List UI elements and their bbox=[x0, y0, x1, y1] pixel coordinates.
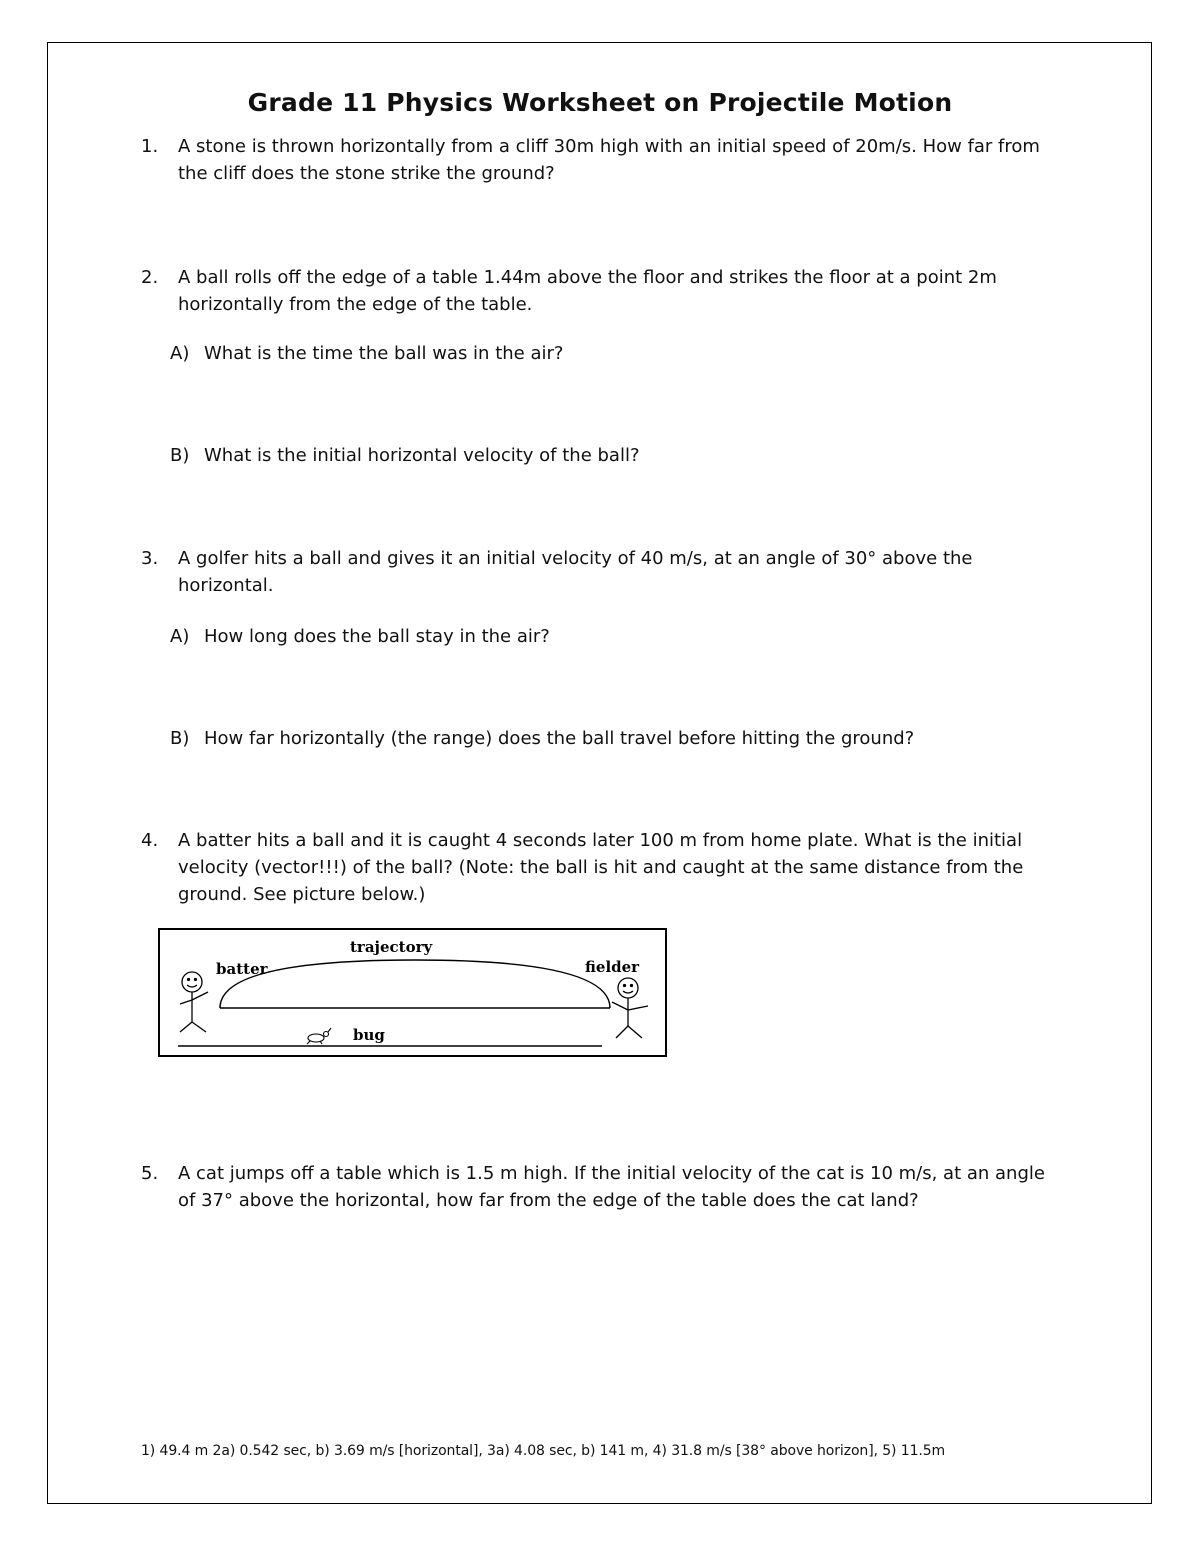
question-3-part-b-text: How far horizontally (the range) does the ball travel before hitting the ground? bbox=[204, 728, 915, 749]
question-2-part-b bbox=[170, 445, 640, 466]
bug-icon bbox=[307, 1028, 331, 1044]
question-2-number: 2. bbox=[141, 267, 159, 288]
question-3-part-b-letter: B) bbox=[170, 728, 190, 749]
projectile-diagram bbox=[158, 928, 667, 1057]
worksheet-title: Grade 11 Physics Worksheet on Projectile Motion bbox=[247, 88, 953, 117]
question-4-text: A batter hits a ball and it is caught 4 seconds later 100 m from home plate. What is the initial velocity (vector!!!) of the ball? (Note: the ball is hit and caught at the same distance from the ground. See picture below.) bbox=[178, 830, 1024, 905]
trajectory-label: trajectory bbox=[350, 938, 433, 956]
fielder-figure bbox=[612, 978, 648, 1038]
batter-label: batter bbox=[216, 960, 268, 978]
bug-label: bug bbox=[353, 1026, 385, 1044]
question-3-part-a-text: How long does the ball stay in the air? bbox=[204, 626, 550, 647]
question-2-part-b-letter: B) bbox=[170, 445, 190, 466]
question-5-number: 5. bbox=[141, 1163, 159, 1184]
question-2-part-a-text: What is the time the ball was in the air? bbox=[204, 343, 564, 364]
question-4-number: 4. bbox=[141, 830, 159, 851]
question-1-text: A stone is thrown horizontally from a cliff 30m high with an initial speed of 20m/s. How far from the cliff does the stone strike the ground? bbox=[178, 136, 1040, 184]
answer-key: 1) 49.4 m 2a) 0.542 sec, b) 3.69 m/s [horizontal], 3a) 4.08 sec, b) 141 m, 4) 31.8 m/s [38° above horizon], 5) 11.5m bbox=[141, 1443, 946, 1459]
question-2-text: A ball rolls off the edge of a table 1.44m above the floor and strikes the floor at a point 2m horizontally from the edge of the table. bbox=[178, 267, 997, 315]
question-5-text: A cat jumps off a table which is 1.5 m high. If the initial velocity of the cat is 10 m/s, at an angle of 37° above the horizontal, how far from the edge of the table does the cat land? bbox=[178, 1163, 1045, 1211]
batter-figure bbox=[180, 972, 208, 1032]
question-3-text: A golfer hits a ball and gives it an initial velocity of 40 m/s, at an angle of 30° above the horizontal. bbox=[178, 548, 973, 596]
projectile-diagram-svg bbox=[160, 930, 665, 1055]
question-2-part-a-letter: A) bbox=[170, 343, 190, 364]
question-2-part-b-text: What is the initial horizontal velocity of the ball? bbox=[204, 445, 640, 466]
question-2-part-a bbox=[170, 343, 563, 364]
question-3-part-a-letter: A) bbox=[170, 626, 190, 647]
question-3-part-b bbox=[170, 728, 914, 749]
question-3-number: 3. bbox=[141, 548, 159, 569]
fielder-label: fielder bbox=[585, 958, 640, 976]
trajectory-arc bbox=[220, 960, 610, 1008]
page-border bbox=[47, 42, 1152, 1504]
question-1-number: 1. bbox=[141, 136, 159, 157]
question-3-part-a bbox=[170, 626, 550, 647]
